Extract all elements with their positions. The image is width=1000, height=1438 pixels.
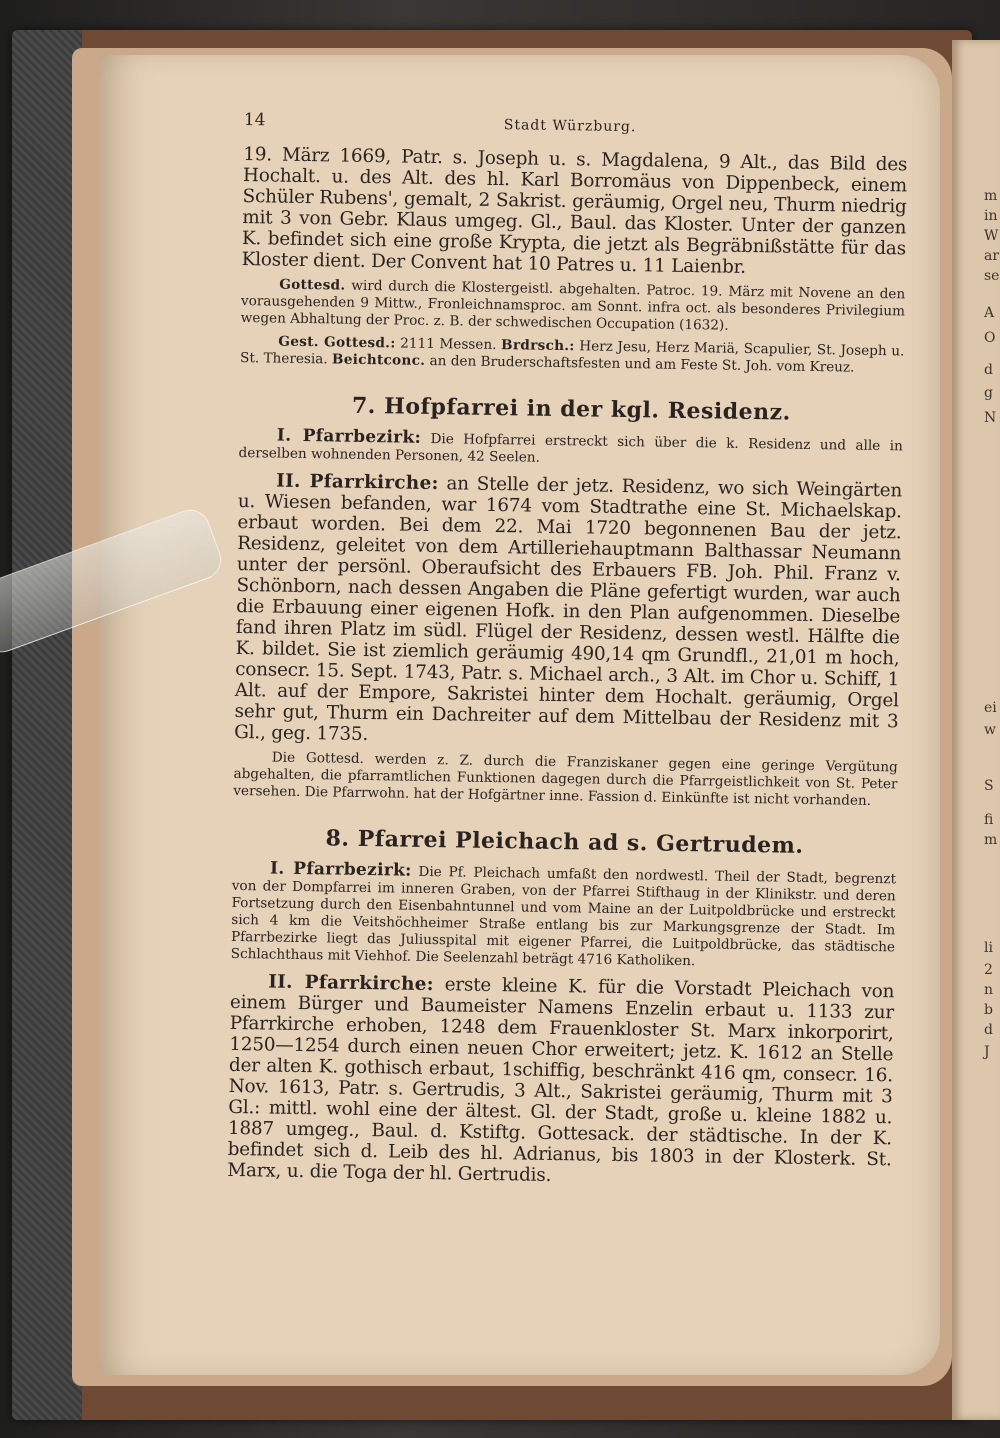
parish-district-label: I. Pfarrbezirk:	[276, 425, 422, 448]
section-6-note-worship	[241, 276, 906, 337]
facing-page-fragment: d	[984, 1022, 993, 1038]
facing-page-fragment: m	[984, 832, 998, 848]
section-7-note: Die Gottesd. werden z. Z. durch die Franziskaner gegen eine geringe Vergütung abgehalten, die pfarramtlichen Funktionen dagegen durch die Pfarrgeistlichkeit von St. Peter versehen. Die Pfarrwohn. hat der Hofgärtner inne. Fassion d. Einkünfte ist nicht vorhanden.	[233, 749, 898, 809]
facing-page-fragment: b	[984, 1002, 993, 1018]
facing-page-fragment: ei	[984, 700, 997, 716]
section-7-parish-church	[234, 470, 902, 753]
facing-page-fragment: 2	[984, 962, 993, 978]
facing-page-fragment: in	[984, 208, 998, 224]
section-8-title: 8. Pfarrei Pleichach ad s. Gertrudem.	[325, 825, 804, 859]
parish-district-label: I. Pfarrbezirk:	[269, 858, 412, 881]
facing-page-fragment: A	[984, 305, 995, 321]
section-6-note-masses	[240, 333, 904, 377]
facing-page-fragment: J	[984, 1044, 990, 1060]
parish-church-text: erste kleine K. für die Vorstadt Pleichach von einem Bürger und Baumeister Namens Enzelin erbaut u. 1133 zur Pfarrkirche erhoben, 1248 dem Frauenkloster St. Marx inkorporirt, 1250—1254 durch einen neuen Chor erweitert; jetz. K. 1612 an Stelle der alten K. gothisch erbaut, 1schiffig, beschränkt 416 qm, consecr. 16. Nov. 1613, Patr. s. Gertrudis, 3 Alt., Sakristei geräumig, Thurm mit 3 Gl.: mittl. wohl eine der ältest. Gl. der Stadt, große u. kleine 1882 u. 1887 umgeg., Baul. d. Kstiftg. Gottesack. der städtische. In der K. befindet sich d. Leib des hl. Adrianus, bis 1803 in der Klosterk. St. Marx, u. die Toga der hl. Gertrudis.	[227, 974, 895, 1186]
note-text: Herz Jesu, Herz Mariä, Scapulier, St. Joseph u. St. Theresia.	[239, 338, 905, 368]
note-label: Gottesd.	[279, 276, 346, 294]
facing-page-fragment: se	[984, 268, 1000, 284]
facing-page-fragment: g	[984, 385, 993, 401]
section-8-parish-district	[231, 860, 897, 973]
facing-page-fragment: W	[984, 228, 999, 244]
section-6-continuation: 19. März 1669, Patr. s. Joseph u. s. Magdalena, 9 Alt., das Bild des Hochalt. u. des Alt. des hl. Karl Borromäus von Dippenbeck, einem Schüler Rubens', gemalt, 2 Sakrist. geräumig, Orgel neu, Thurm niedrig mit 3 von Gebr. Klaus umgeg. Gl., Baul. das Kloster. Unter der ganzen K. befindet sich eine große Krypta, die jetzt als Begräbnißstätte für das Kloster dient. Der Convent hat 10 Patres u. 11 Laienbr.	[241, 143, 908, 278]
note-label: Beichtconc.	[331, 351, 426, 369]
facing-page-fragment: li	[984, 940, 993, 956]
running-head: Stadt Würzburg.	[503, 117, 637, 136]
section-7-title: 7. Hofpfarrei in der kgl. Residenz.	[351, 392, 791, 426]
facing-page-fragment: S	[984, 778, 994, 794]
facing-page-fragment: w	[984, 722, 996, 738]
note-text: an den Bruderschaftsfesten und am Feste St. Joh. vom Kreuz.	[429, 352, 855, 376]
parish-district-text: Die Pf. Pleichach umfaßt den nordwestl. Theil der Stadt, begrenzt von der Dompfarrei im inneren Graben, von der Pfarrei Stifthaug in der Klinikstr. und deren Fortsetzung durch den Eisenbahntunnel und vom Maine an der Luitpoldbrücke und erstreckt sich 4 km die Veitshöchheimer Straße entlang bis zur Markungsgrenze der Stadt. Im Pfarrbezirke liegt das Juliusspital mit eigener Pfarrei, die Luitpoldbrücke, das städtische Schlachthaus mit Viehhof. Die Seelenzahl beträgt 4716 Katholiken.	[230, 863, 897, 970]
facing-page-fragment: fi	[984, 812, 994, 828]
section-8-parish-church	[227, 971, 894, 1191]
facing-page-fragment: ar	[984, 248, 1000, 264]
facing-page-fragment: O	[984, 330, 996, 346]
note-label: Brdrsch.:	[500, 337, 575, 355]
parish-church-label: II. Pfarrkirche:	[276, 470, 439, 495]
page-number: 14	[243, 110, 266, 131]
note-text: 2111 Messen.	[400, 335, 497, 353]
facing-page-fragment: m	[984, 188, 998, 204]
note-label: Gest. Gottesd.:	[278, 333, 396, 352]
section-7-parish-district	[238, 427, 902, 472]
note-text: wird durch die Klostergeistl. abgehalten. Patroc. 19. März mit Novene an den vorausgehenden 9 Mittw., Fronleichnamsproc. am Sonnt. infra oct. als besonderes Privilegium wegen Abhaltung der Proc. z. B. der schwedischen Occupation (1632).	[240, 277, 906, 334]
parish-church-text: an Stelle der jetz. Residenz, wo sich Weingärten u. Wiesen befanden, war 1674 vom Stadtrathe eine St. Michaelskap. erbaut worden. Bei dem 22. Mai 1720 begonnenen Bau der jetz. Residenz, geleitet von dem Artilleriehauptmann Balthassar Neumann unter der persönl. Oberaufsicht des Erbauers FB. Joh. Phil. Franz v. Schönborn, nach dessen Angaben die Pläne gefertigt wurden, war auch die Erbauung einer eigenen Hofk. in den Plan aufgenommen. Dieselbe fand ihren Platz im südl. Flügel der Residenz, dessen westl. Hälfte die K. bildet. Sie ist ziemlich geräumig 490,14 qm Grundfl., 21,01 m hoch, consecr. 15. Sept. 1743, Patr. s. Michael arch., 3 Alt. im Chor u. Schiff, 1 Alt. auf der Empore, Sakristei hinter dem Hochalt. geräumig, Orgel sehr gut, Thurm ein Dachreiter auf dem Mittelbau der Residenz mit 3 Gl., geg. 1735.	[234, 473, 903, 746]
page-content	[227, 110, 908, 1191]
facing-page-fragment: N	[984, 410, 997, 426]
facing-page-fragment: d	[984, 362, 993, 378]
facing-page-fragment: n	[984, 982, 994, 998]
parish-church-label: II. Pfarrkirche:	[268, 971, 434, 996]
parish-district-text: Die Hofpfarrei erstreckt sich über die k. Residenz und alle in derselben wohnenden Personen, 42 Seelen.	[238, 430, 903, 466]
